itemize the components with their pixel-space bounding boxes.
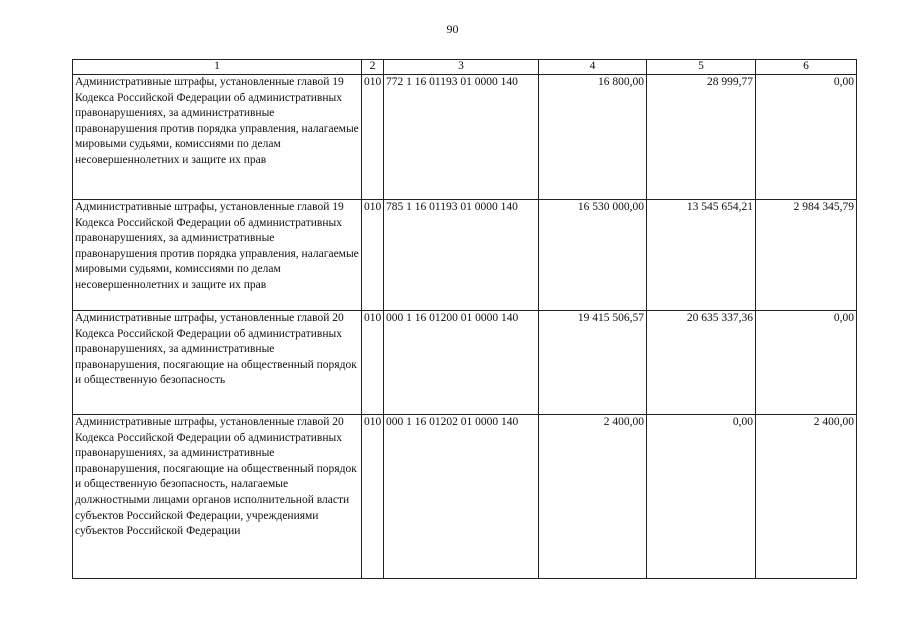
table-row	[73, 311, 857, 415]
row-kbk: 772 1 16 01193 01 0000 140	[384, 75, 539, 200]
row-kbk: 000 1 16 01202 01 0000 140	[384, 415, 539, 579]
header-col-5: 5	[647, 60, 756, 75]
row-col5: 20 635 337,36	[647, 311, 756, 415]
budget-table	[72, 59, 857, 579]
header-col-2: 2	[362, 60, 384, 75]
table-row	[73, 415, 857, 579]
row-col6: 0,00	[756, 75, 857, 200]
row-line-code: 010	[362, 200, 384, 311]
header-col-3: 3	[384, 60, 539, 75]
row-name: Административные штрафы, установленные главой 20 Кодекса Российской Федерации об административных правонарушениях, за административные правонарушения, посягающие на общественный порядок и общественную безопасность, налагаемые должностными лицами органов исполнительной власти субъектов Российской Федерации, учреждениями субъектов Российской Федерации	[73, 415, 362, 579]
row-col6: 2 400,00	[756, 415, 857, 579]
row-col4: 16 530 000,00	[539, 200, 647, 311]
row-name: Административные штрафы, установленные главой 19 Кодекса Российской Федерации об административных правонарушениях, за административные правонарушения против порядка управления, налагаемые мировыми судьями, комиссиями по делам несовершеннолетних и защите их прав	[73, 75, 362, 200]
row-line-code: 010	[362, 311, 384, 415]
row-col4: 16 800,00	[539, 75, 647, 200]
row-col6: 2 984 345,79	[756, 200, 857, 311]
row-col4: 19 415 506,57	[539, 311, 647, 415]
row-line-code: 010	[362, 75, 384, 200]
header-row	[73, 60, 857, 75]
row-col6: 0,00	[756, 311, 857, 415]
row-name: Административные штрафы, установленные главой 19 Кодекса Российской Федерации об административных правонарушениях, за административные правонарушения против порядка управления, налагаемые мировыми судьями, комиссиями по делам несовершеннолетних и защите их прав	[73, 200, 362, 311]
row-name: Административные штрафы, установленные главой 20 Кодекса Российской Федерации об административных правонарушениях, за административные правонарушения, посягающие на общественный порядок и общественную безопасность	[73, 311, 362, 415]
row-col5: 13 545 654,21	[647, 200, 756, 311]
header-col-4: 4	[539, 60, 647, 75]
row-col5: 28 999,77	[647, 75, 756, 200]
row-line-code: 010	[362, 415, 384, 579]
row-col4: 2 400,00	[539, 415, 647, 579]
row-col5: 0,00	[647, 415, 756, 579]
row-kbk: 000 1 16 01200 01 0000 140	[384, 311, 539, 415]
page-number: 90	[446, 22, 459, 36]
header-col-1: 1	[73, 60, 362, 75]
table-row	[73, 200, 857, 311]
row-kbk: 785 1 16 01193 01 0000 140	[384, 200, 539, 311]
header-col-6: 6	[756, 60, 857, 75]
table-row	[73, 75, 857, 200]
